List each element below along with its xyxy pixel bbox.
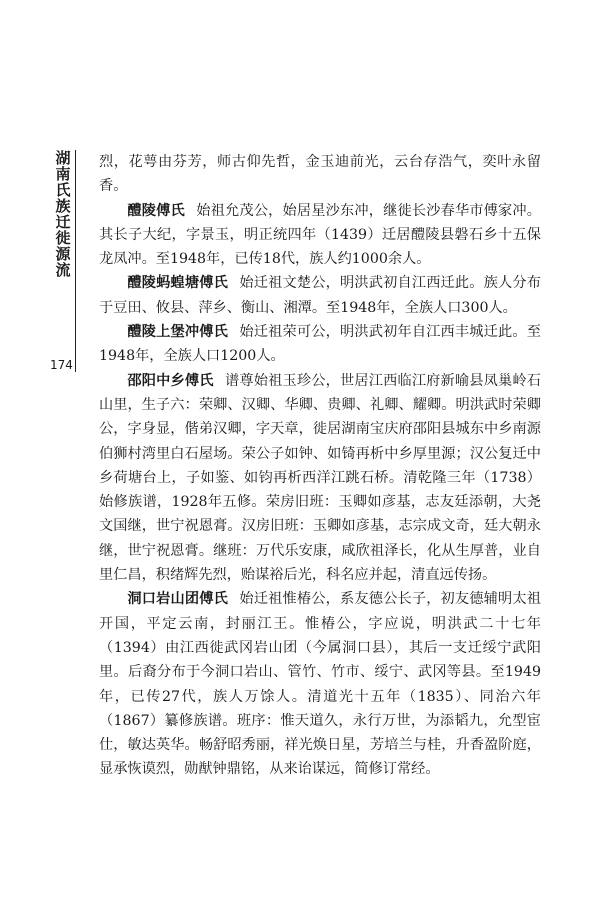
paragraph-text: 始迁祖惟椿公，系友德公长子，初友德辅明太祖开国，平定云南，封丽江王。惟椿公，字应说，明洪武二十七年（1394）由江西徙武冈岩山团（今属洞口县），其后一支迁绥宁武阳里。后裔分布于今洞口岩山、管竹、竹市、绥宁、武冈等县。至1949年，已传27代，族人万馀人。清道光十五年（1835）、同治六年（1867）纂修族谱。班序：惟天道久，永行万世，为添韬九，允型宦仕，敏达英华。畅舒昭秀丽，祥光焕日星，芳培兰与桂，升香盈阶庭，显承恢谟烈，勋猷钟鼎铭，从来诒谋远，简修订常经。: [99, 591, 541, 778]
paragraph-text: 始迁祖荣可公，明洪武初年自江西丰城迁此。至1948年，全族人口1200人。: [99, 324, 541, 365]
body-text: [99, 150, 541, 782]
page-number: 174: [50, 358, 73, 372]
paragraph: [99, 369, 541, 588]
section-heading: 邵阳中乡傅氏: [127, 372, 214, 389]
section-heading: 洞口岩山团傅氏: [127, 591, 228, 608]
paragraph: [99, 320, 541, 369]
section-heading: 醴陵蚂蝗塘傅氏: [127, 275, 228, 292]
paragraph: [99, 199, 541, 272]
paragraph-text: 烈，花萼由芬芳，师古仰先哲，金玉迪前光，云台存浩气，奕叶永留香。: [99, 154, 541, 195]
paragraph-text: 谱尊始祖玉珍公，世居江西临江府新喻县凤巢岭石山里，生子六：荣卿、汉卿、华卿、贵卿、礼卿、耀卿。明洪武时荣卿公，字身显，偕弟汉卿，字天章，徙居湖南宝庆府邵阳县城东中乡南源伯狮村湾里白石屋场。荣公子如钟、如锜再析中乡厚里源；汉公复迁中乡荷塘台上，子如鉴、如钧再析西洋江跳石桥。清乾隆三年（1738）始修族谱，1928年五修。荣房旧班：玉卿如彦基，志友廷添朝，大尧文国继，世宁祝恩膏。汉房旧班：玉卿如彦基，志宗成文奇，廷大朝永继，世宁祝恩膏。继班：万代乐安康，咸欣祖泽长，化从生厚普，业自里仁昌，积绪辉先烈，贻谋裕后光，科名应并起，清直远传扬。: [99, 372, 541, 584]
running-title: 湖南氏族迁徙源流: [55, 149, 71, 279]
paragraph: [99, 587, 541, 781]
margin-rule: [75, 150, 76, 372]
section-heading: 醴陵傅氏: [127, 202, 185, 219]
paragraph-text: 始祖允茂公，始居星沙东冲，继徙长沙春华市傅家冲。其长子大纪，字景玉，明正统四年（1439）迁居醴陵县磐石乡十五保龙凤冲。至1948年，已传18代，族人约1000余人。: [99, 202, 541, 268]
paragraph: [99, 150, 541, 199]
paragraph: [99, 271, 541, 320]
paragraph-text: 始迁祖文楚公，明洪武初自江西迁此。族人分布于豆田、攸县、萍乡、衡山、湘潭。至1948年，全族人口300人。: [99, 275, 541, 316]
section-heading: 醴陵上堡冲傅氏: [127, 324, 228, 341]
